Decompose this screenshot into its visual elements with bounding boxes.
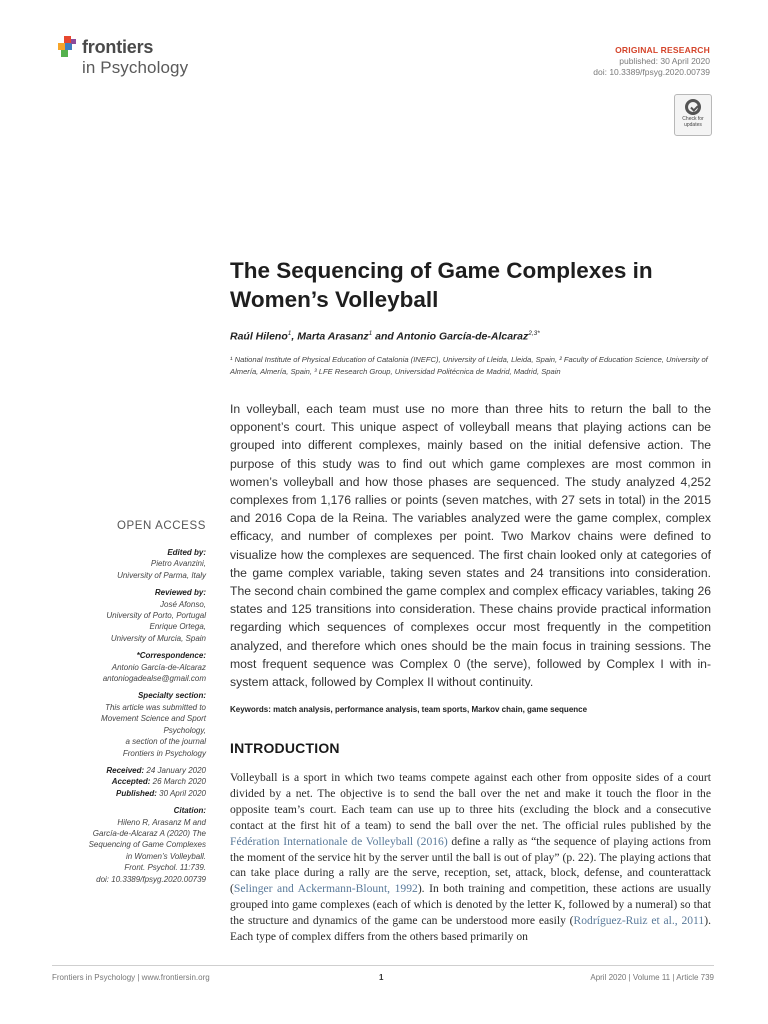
citation-line: Front. Psychol. 11:739.: [124, 863, 206, 873]
author-name[interactable]: Antonio García-de-Alcaraz: [396, 330, 529, 343]
author-separator: ,: [291, 330, 298, 343]
journal-name-primary: frontiers: [82, 37, 154, 57]
open-access-label: OPEN ACCESS: [116, 520, 206, 532]
author-separator: and: [372, 330, 397, 343]
accepted-date-row: [52, 776, 206, 787]
article-meta: [593, 45, 710, 78]
author-name[interactable]: Marta Arasanz: [297, 330, 369, 343]
published-date: published: 30 April 2020: [619, 56, 710, 66]
citation-doi[interactable]: doi: 10.3389/fpsyg.2020.00739: [96, 874, 206, 884]
accepted-label: Accepted:: [111, 777, 151, 787]
correspondence-label: *Correspondence:: [136, 651, 206, 661]
reviewed-by-label: Reviewed by:: [154, 588, 206, 598]
article-sidebar: [52, 547, 206, 885]
accepted-date: 26 March 2020: [152, 777, 206, 787]
correspondence-name: Antonio García-de-Alcaraz: [111, 662, 206, 672]
article-title: The Sequencing of Game Complexes in Women’s Volleyball: [230, 258, 653, 312]
footer-journal-link[interactable]: Frontiers in Psychology | www.frontiersin.org: [52, 973, 210, 982]
intro-text: define a rally as “the sequence of playing actions from the moment of the service hit by the server until the ball is out of play” (p. 22). The playing actions that can take place during a rally are the serve, reception, set, attack, block, defense, and counterattack (: [230, 834, 712, 896]
received-date: 24 January 2020: [146, 765, 206, 775]
author-affil-mark: 1: [287, 330, 292, 337]
correspondence-email[interactable]: antoniogadealse@gmail.com: [102, 674, 206, 684]
received-label: Received:: [106, 765, 145, 775]
reviewer-name: José Afonso,: [160, 599, 206, 609]
footer-divider: [52, 965, 714, 966]
citation-line: Sequencing of Game Complexes: [88, 840, 206, 850]
frontiers-logo-icon: [58, 36, 80, 58]
citation-line: García-de-Alcaraz A (2020) The: [92, 828, 206, 838]
intro-text: ). In both training and competition, these actions are usually grouped into game complexes (each of which is denoted by the letter K, followed by a numeral) so that the structure and dynamics of the game can be understood more easily (: [230, 882, 712, 928]
specialty-line: a section of the journal: [125, 737, 206, 747]
page-number: 1: [379, 973, 384, 982]
specialty-line: Frontiers in Psychology: [122, 748, 206, 758]
section-heading-introduction: INTRODUCTION: [230, 740, 340, 756]
intro-text: ). Each type of complex differs from the others based primarily on: [230, 914, 711, 944]
published-date-sidebar: 30 April 2020: [159, 788, 206, 798]
affiliations: ¹ National Institute of Physical Education of Catalonia (INEFC), University of Lleida, Lleida, Spain, ² Faculty of Education Science, University of Almería, Almería, Spain, ³ LFE Research Group, Universidad Politécnica de Madrid, Madrid, Spain: [230, 355, 708, 376]
article-dates: [52, 765, 206, 799]
author-list: [230, 330, 720, 343]
article-doi[interactable]: doi: 10.3389/fpsyg.2020.00739: [593, 67, 710, 77]
citation-line: in Women’s Volleyball.: [125, 851, 206, 861]
edited-by-label: Edited by:: [167, 548, 206, 557]
specialty-line: Movement Science and Sport: [101, 714, 206, 724]
received-date-row: [52, 765, 206, 776]
author-affil-mark: 1: [368, 330, 373, 337]
journal-logo[interactable]: [58, 34, 208, 82]
citation-link[interactable]: Rodríguez-Ruiz et al., 2011: [573, 914, 705, 928]
citation-line: Hileno R, Arasanz M and: [117, 817, 206, 827]
citation-label: Citation:: [173, 806, 206, 816]
reviewer-affiliation: University of Porto, Portugal: [106, 611, 206, 621]
intro-text: Volleyball is a sport in which two teams compete against each other from opposite sides of a court divided by a net. The objective is to send the ball over the net and make it touch the floor in the opposite team’s court. Each team can use up to three hits (excluding the block and a consecutive contact at the first hit of a team) to send the ball over the net. The official rules published by the: [230, 771, 711, 832]
article-type: ORIGINAL RESEARCH: [615, 45, 710, 55]
reviewer-affiliation: University of Murcia, Spain: [110, 633, 206, 643]
specialty-line: Psychology,: [163, 725, 206, 735]
published-date-row: [52, 788, 206, 799]
author-affil-mark: 2,3*: [528, 330, 540, 337]
check-updates-label: Check for updates: [682, 116, 704, 128]
author-name[interactable]: Raúl Hileno: [230, 330, 288, 343]
citation-link[interactable]: Selinger and Ackermann-Blount, 1992: [233, 882, 418, 896]
abstract: In volleyball, each team must use no more than three hits to return the ball to the opponent’s court. This unique aspect of volleyball means that playing actions can be grouped into different complexes, mainly based on the initial defensive action. The purpose of this study was to find out which game complexes are most common in women’s volleyball and how those phases are sequenced. The study analyzed 4,252 complexes from 1,176 rallies or points (seven matches, with 27 sets in total) in the 2015 and 2016 Copa de la Reina. The variables analyzed were the game complex, complex efficacy, and number of complexes per point. Two Markov chains were defined to visualize how the complexes are sequenced. The first chain looked only at categories of the game complex variable, taking seven states and 24 transitions into consideration. The second chain combined the game complex and complex efficacy variables, taking 26 states and 125 transitions into consideration. These chains provide practical information regarding which sequences of complexes occur most frequently in the competition analyzed, and therefore which ones should be the main focus in training sessions. The most frequent sequence was Complex 0 (the serve), followed by Complex I with in-system attack, followed by Complex II without continuity.: [230, 402, 711, 690]
specialty-line: This article was submitted to: [105, 702, 206, 712]
footer-issue-info: April 2020 | Volume 11 | Article 739: [590, 973, 714, 982]
keywords: [230, 705, 720, 714]
journal-name-secondary: in Psychology: [82, 58, 189, 77]
keywords-label: Keywords:: [230, 705, 271, 714]
keywords-list: match analysis, performance analysis, team sports, Markov chain, game sequence: [273, 705, 588, 714]
check-for-updates-button[interactable]: [674, 94, 712, 136]
editor-affiliation: University of Parma, Italy: [117, 570, 206, 580]
check-updates-icon: [685, 99, 701, 115]
editor-name: Pietro Avanzini,: [150, 559, 206, 569]
specialty-section-label: Specialty section:: [137, 691, 206, 701]
published-label: Published:: [116, 788, 157, 798]
reviewer-name: Enrique Ortega,: [149, 622, 206, 632]
citation-link[interactable]: Fédération Internationale de Volleyball (2016): [230, 834, 448, 848]
introduction-paragraph: [230, 770, 711, 945]
